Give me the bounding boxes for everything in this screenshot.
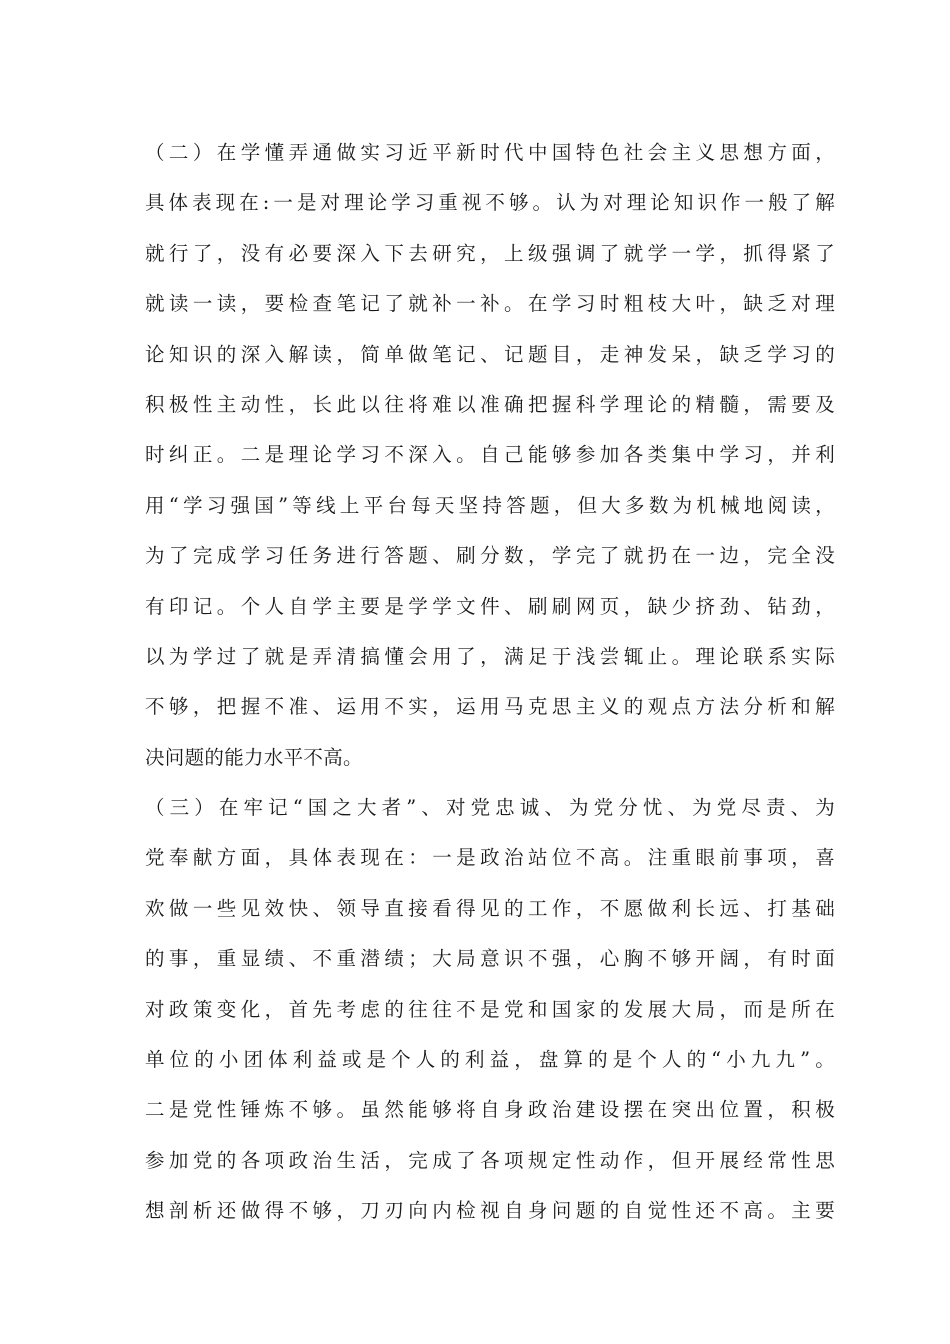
text-line: 欢做一些见效快、领导直接看得见的工作，不愿做利长远、打基础	[145, 896, 835, 920]
text-line: 单位的小团体利益或是个人的利益，盘算的是个人的“小九九”。	[145, 1048, 835, 1072]
text-line: 二是党性锤炼不够。虽然能够将自身政治建设摆在突出位置，积极	[145, 1098, 835, 1122]
text-line: 用“学习强国”等线上平台每天坚持答题，但大多数为机械地阅读，	[145, 493, 835, 517]
text-line: （二）在学懂弄通做实习近平新时代中国特色社会主义思想方面，	[145, 141, 835, 164]
text-line: （三）在牢记“国之大者”、对党忠诚、为党分忧、为党尽责、为	[145, 796, 835, 820]
text-line: 就行了，没有必要深入下去研究，上级强调了就学一学，抓得紧了	[145, 241, 835, 265]
body-text	[145, 128, 835, 1237]
text-line: 参加党的各项政治生活，完成了各项规定性动作，但开展经常性思	[145, 1148, 835, 1172]
text-line: 论知识的深入解读，简单做笔记、记题目，走神发呆，缺乏学习的	[145, 342, 835, 366]
text-line: 以为学过了就是弄清搞懂会用了，满足于浅尝辄止。理论联系实际	[145, 644, 835, 668]
text-line: 有印记。个人自学主要是学学文件、刷刷网页，缺少挤劲、钻劲，	[145, 594, 835, 618]
text-line: 积极性主动性，长此以往将难以准确把握科学理论的精髓，需要及	[145, 392, 835, 416]
text-line: 具体表现在:一是对理论学习重视不够。认为对理论知识作一般了解	[145, 191, 835, 215]
text-line: 决问题的能力水平不高。	[145, 745, 363, 769]
text-line: 时纠正。二是理论学习不深入。自己能够参加各类集中学习，并利	[145, 443, 835, 467]
text-line: 党奉献方面，具体表现在：一是政治站位不高。注重眼前事项，喜	[145, 846, 835, 870]
text-line: 为了完成学习任务进行答题、刷分数，学完了就扔在一边，完全没	[145, 544, 835, 568]
text-line: 对政策变化，首先考虑的往往不是党和国家的发展大局，而是所在	[145, 997, 835, 1021]
text-line: 的事，重显绩、不重潜绩；大局意识不强，心胸不够开阔，有时面	[145, 947, 835, 971]
text-line: 就读一读，要检查笔记了就补一补。在学习时粗枝大叶，缺乏对理	[145, 292, 835, 316]
text-line: 想剖析还做得不够，刀刃向内检视自身问题的自觉性还不高。主要	[145, 1199, 835, 1223]
text-line: 不够，把握不准、运用不实，运用马克思主义的观点方法分析和解	[145, 695, 835, 719]
